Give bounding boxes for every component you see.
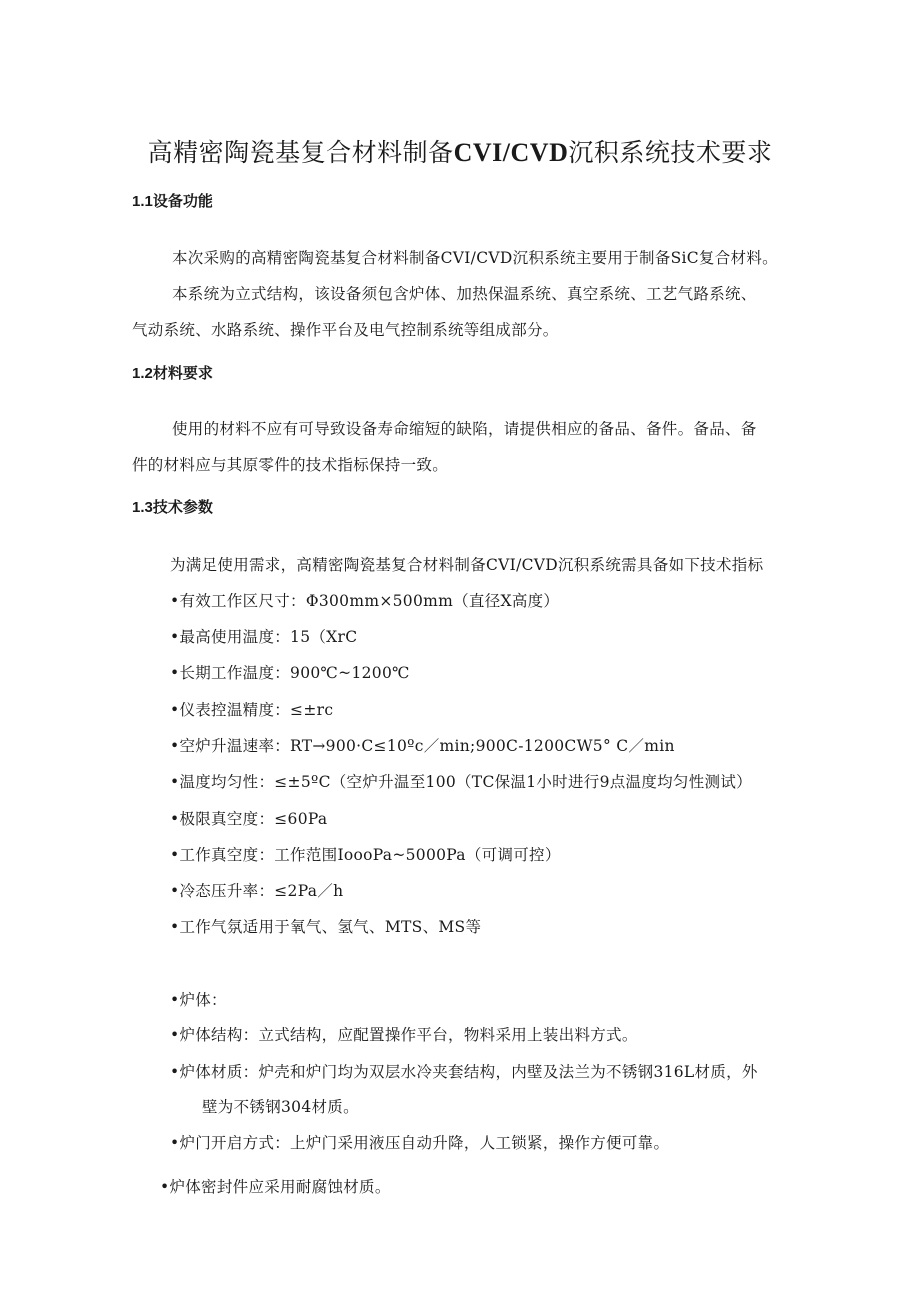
title-prefix: 高精密陶瓷基复合材料制备 [147,138,454,167]
bullet-item: •极限真空度：≤60Pa [170,810,328,828]
title-bold: CVI/CVD [453,138,569,167]
furnace-item: •炉门开启方式：上炉门采用液压自动升降，人工锁紧，操作方便可靠。 [170,1134,670,1152]
furnace-item: •炉体材质：炉壳和炉门均为双层水冷夹套结构，内壁及法兰为不锈钢316L材质，外 [170,1063,758,1081]
section-heading-1-2: 1.2材料要求 [132,365,213,382]
paragraph-line: 使用的材料不应有可导致设备寿命缩短的缺陷，请提供相应的备品、备件。备品、备 [172,420,757,438]
paragraph-line: 本次采购的高精密陶瓷基复合材料制备CVI/CVD沉积系统主要用于制备SiC复合材料。 [172,249,778,267]
bullet-item: •长期工作温度：900℃~1200℃ [170,664,410,682]
paragraph-line: 气动系统、水路系统、操作平台及电气控制系统等组成部分。 [132,321,559,339]
bullet-item: •冷态压升率：≤2Pa／h [170,882,344,900]
section-heading-1-1: 1.1设备功能 [132,193,213,210]
furnace-last-item: •炉体密封件应采用耐腐蚀材质。 [160,1178,391,1196]
bullet-item: •有效工作区尺寸：Φ300mm×500mm（直径X高度） [170,592,560,610]
bullet-item: •工作真空度：工作范围IoooPa~5000Pa（可调可控） [170,846,561,864]
section-body-1-1 [132,240,812,348]
paragraph-line: 件的材料应与其原零件的技术指标保持一致。 [132,456,449,474]
bullet-item: •温度均匀性：≤±5ºC（空炉升温至100（TC保温1小时进行9点温度均匀性测试） [170,773,752,791]
paragraph-line: 本系统为立式结构，该设备须包含炉体、加热保温系统、真空系统、工艺气路系统、 [172,285,757,303]
bullet-item: •仪表控温精度：≤±rc [170,701,334,719]
bullet-item: •最高使用温度：15（XrC [170,628,358,646]
section-body-1-2 [132,411,812,483]
furnace-item: •炉体结构：立式结构，应配置操作平台，物料采用上装出料方式。 [170,1026,638,1044]
title-suffix: 沉积系统技术要求 [568,138,773,167]
bullet-item: •工作气氛适用于氧气、氢气、MTS、MS等 [170,918,482,936]
bullet-item: •空炉升温速率：RT→900·C≤10ºc／min;900C-1200CW5° C／min [170,737,675,755]
intro-line: 为满足使用需求，高精密陶瓷基复合材料制备CVI/CVD沉积系统需具备如下技术指标 [170,556,764,574]
document-title [0,136,920,170]
furnace-label: •炉体： [170,991,227,1009]
furnace-item-continuation: 壁为不锈钢304材质。 [202,1098,359,1116]
section-heading-1-3: 1.3技术参数 [132,499,213,516]
